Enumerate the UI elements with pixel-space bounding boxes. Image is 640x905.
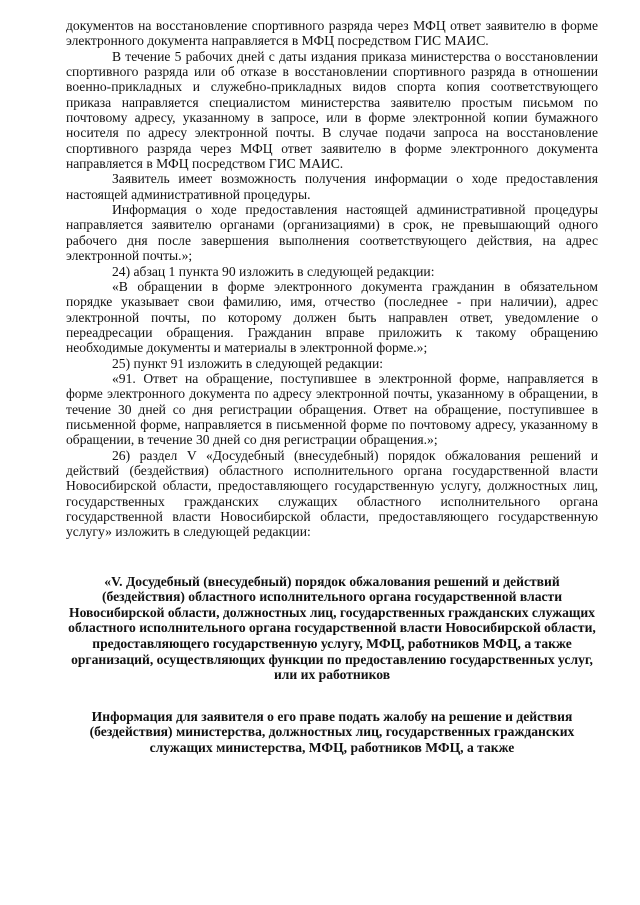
paragraph-info-delivery: Информация о ходе предоставления настоящей административной процедуры направляется заявителю органами (организациями) в срок, не превышающий одного рабочего дня после завершения выполнения соответствующего действия, на адрес электронной почты.»; [66,202,598,264]
paragraph-item-26: 26) раздел V «Досудебный (внесудебный) порядок обжалования решений и действий (бездействия) областного исполнительного органа государственной власти Новосибирской области, предоставляющего государственную услугу, должностных лиц, государственных гражданских служащих областного исполнительного органа государственной власти Новосибирской области, предоставляющего государственную услугу» изложить в следующей редакции: [66,447,598,540]
paragraph-continuation: документов на восстановление спортивного разряда через МФЦ ответ заявителю в форме электронного документа направляется в МФЦ посредством ГИС МАИС. [66,18,598,49]
paragraph-item-25: 25) пункт 91 изложить в следующей редакции: [112,355,384,371]
spacer [66,540,598,574]
paragraph-order-copy: В течение 5 рабочих дней с даты издания приказа министерства о восстановлении спортивного разряда или об отказе в восстановлении спортивного разряда в отношении военно-прикладных и служебно-прикладных видов спорта копия соответствующего приказа направляется специалистом министерства заявителю простым письмом по почтовому адресу, указанному в запросе, или в форме электронной копии бумажного носителя по адресу электронной почты. В случае подачи запроса на восстановление спортивного разряда через МФЦ ответ заявителю в форме электронного документа направляется в МФЦ посредством ГИС МАИС. [66,48,598,172]
section-heading: «V. Досудебный (внесудебный) порядок обжалования решений и действий (бездействия) областного исполнительного органа государственной власти Новосибирской области, должностных лиц, государственных гражданских служащих областного исполнительного органа государственной власти Новосибирской области, предоставляющего государственную услугу, МФЦ, работников МФЦ, а также организаций, осуществляющих функции по предоставлению государственных услуг, или их работников [68,573,596,683]
paragraph-item-24-text: «В обращении в форме электронного документа гражданин в обязательном порядке указывает свои фамилию, имя, отчество (последнее - при наличии), адрес электронной почты, по которому должен быть направлен ответ, уведомление о переадресации обращения. Гражданин вправе приложить к такому обращению необходимые документы и материалы в электронной форме.»; [66,278,598,356]
paragraph-info-possibility: Заявитель имеет возможность получения информации о ходе предоставления настоящей административной процедуры. [66,171,598,202]
paragraph-item-25-text: «91. Ответ на обращение, поступившее в электронной форме, направляется в форме электронного документа по адресу электронной почты, указанному в обращении, в течение 30 дней со дня регистрации обращения. Ответ на обращение, поступившее в письменной форме, направляется в письменной форме по почтовому адресу, указанному в обращении, в течение 30 дней со дня регистрации обращения.»; [66,370,598,448]
subsection-heading: Информация для заявителя о его праве подать жалобу на решение и действия (бездействия) министерства, должностных лиц, государственных гражданских служащих министерства, МФЦ, работников МФЦ, а также [89,708,575,756]
spacer [66,683,598,709]
paragraph-item-24: 24) абзац 1 пункта 90 изложить в следующей редакции: [112,263,435,279]
